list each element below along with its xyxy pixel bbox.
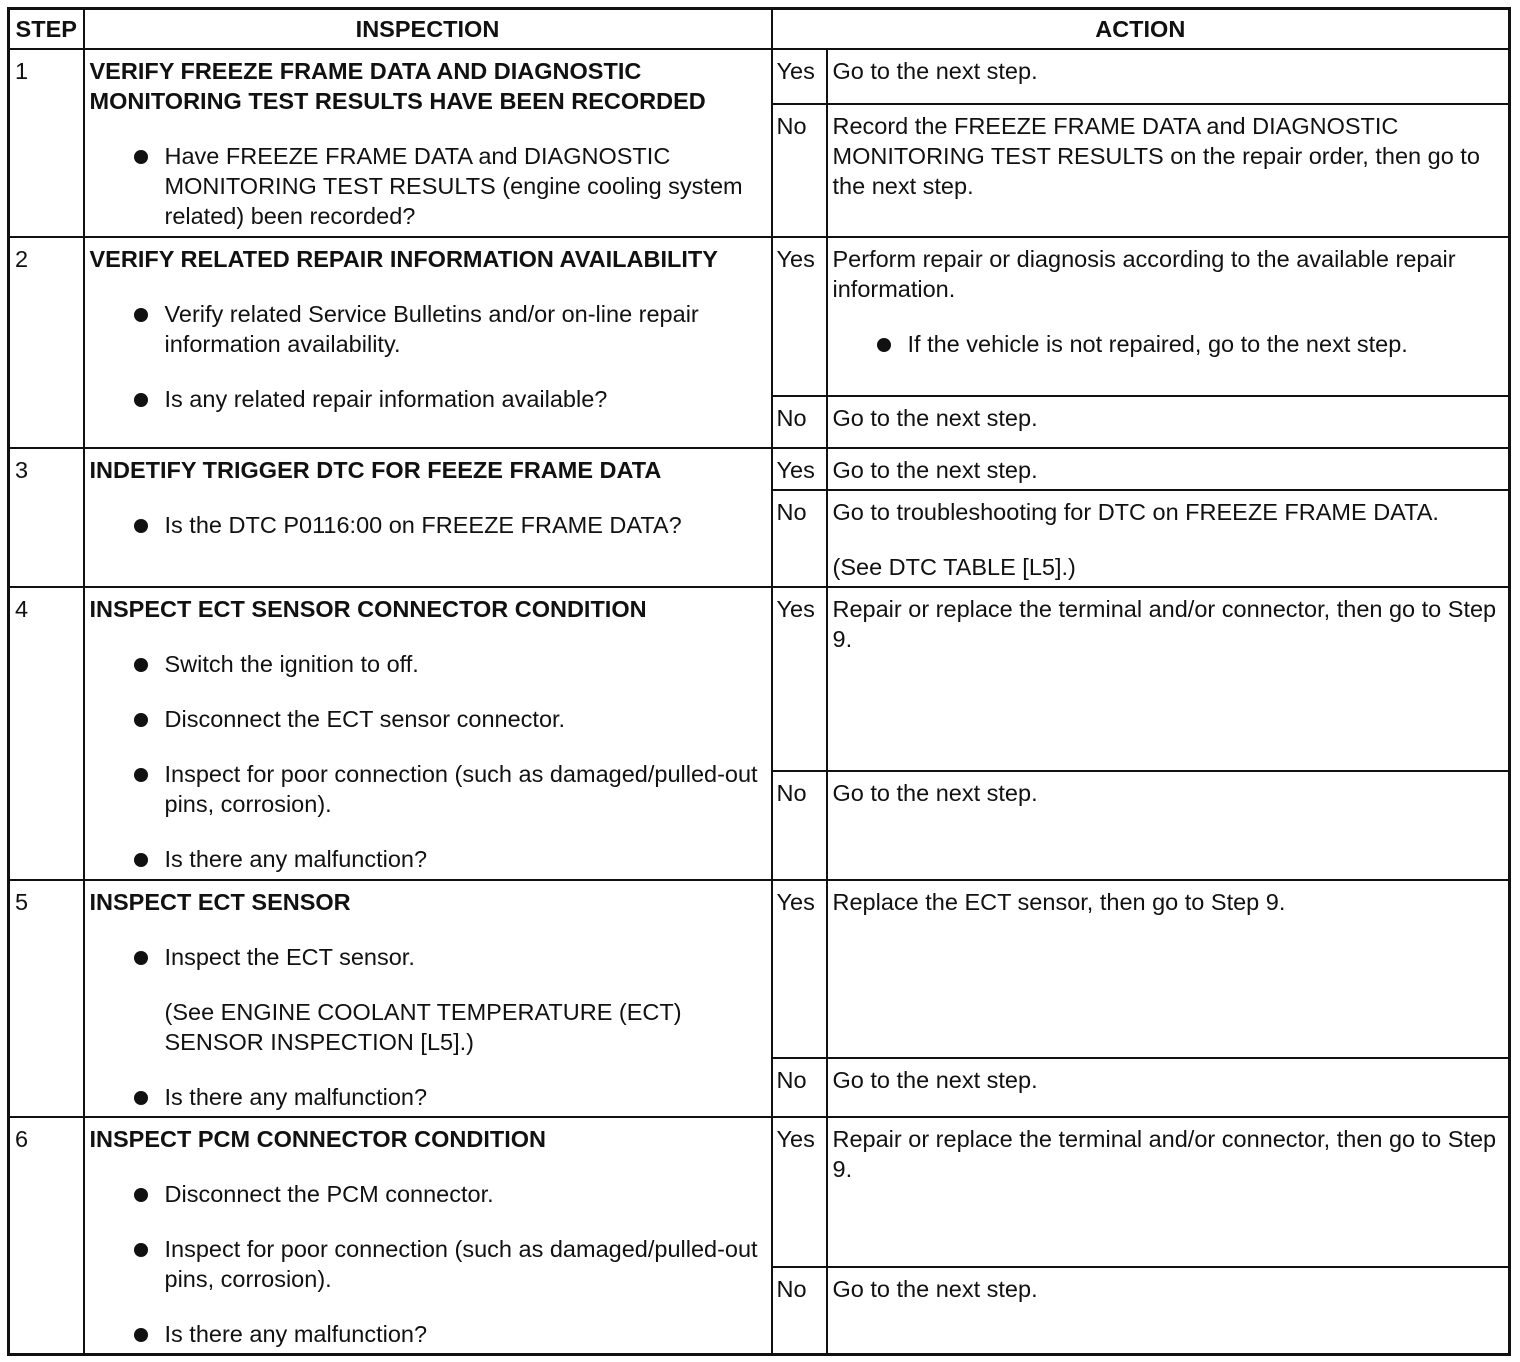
no-label: No [772,490,827,587]
table-row [9,448,1510,490]
inspection-bullet: Disconnect the PCM connector. [90,1179,766,1209]
inspection-bullet: Is there any malfunction? [90,844,766,874]
no-label: No [772,396,827,448]
diagnostic-procedure-sheet [7,7,1508,1356]
inspection-title: INSPECT ECT SENSOR [89,888,351,915]
inspection-cell [84,448,772,587]
table-row [9,237,1510,396]
no-action-cell [827,490,1510,587]
no-action: Go to the next step. [827,771,1510,879]
no-label: No [772,1267,827,1354]
inspection-cell [84,587,772,879]
inspection-cell [84,49,772,237]
table-row [9,587,1510,771]
inspection-cell [84,237,772,448]
yes-action: Replace the ECT sensor, then go to Step 9. [827,880,1510,1058]
header-row [9,9,1510,50]
no-action: Record the FREEZE FRAME DATA and DIAGNOSTIC MONITORING TEST RESULTS on the repair order, then go to the next step. [827,104,1510,237]
header-inspection: INSPECTION [84,9,772,50]
inspection-bullet: Verify related Service Bulletins and/or on-line repair information availability. [90,299,766,359]
action-bullet: If the vehicle is not repaired, go to the next step. [833,329,1504,359]
inspection-title: VERIFY RELATED REPAIR INFORMATION AVAILABILITY [89,246,718,273]
table-row [9,49,1510,104]
yes-action: Perform repair or diagnosis according to the available repair information. [832,246,1456,303]
no-label: No [772,771,827,879]
inspection-bullet: Inspect the ECT sensor. [90,942,766,972]
yes-action-cell [827,237,1510,396]
step-number: 6 [9,1117,84,1355]
no-action: Go to troubleshooting for DTC on FREEZE FRAME DATA. [832,499,1439,526]
inspection-title: VERIFY FREEZE FRAME DATA AND DIAGNOSTIC MONITORING TEST RESULTS HAVE BEEN RECORDED [89,58,706,115]
yes-action: Go to the next step. [827,448,1510,490]
step-number: 5 [9,880,84,1117]
yes-action: Repair or replace the terminal and/or connector, then go to Step 9. [827,1117,1510,1267]
inspection-title: INSPECT ECT SENSOR CONNECTOR CONDITION [89,596,647,623]
header-step: STEP [9,9,84,50]
inspection-bullet: Is any related repair information available? [90,384,766,414]
no-label: No [772,104,827,237]
inspection-bullet: Disconnect the ECT sensor connector. [90,704,766,734]
inspection-cell [84,880,772,1117]
no-action: Go to the next step. [827,1267,1510,1354]
inspection-bullet: Switch the ignition to off. [90,649,766,679]
yes-action: Repair or replace the terminal and/or connector, then go to Step 9. [827,587,1510,771]
inspection-bullet: Is there any malfunction? [90,1082,766,1112]
yes-label: Yes [772,49,827,104]
header-action: ACTION [772,9,1510,50]
inspection-bullet: Inspect for poor connection (such as damaged/pulled-out pins, corrosion). [90,1234,766,1294]
no-label: No [772,1058,827,1117]
no-action: Go to the next step. [827,1058,1510,1117]
inspection-bullet: Inspect for poor connection (such as damaged/pulled-out pins, corrosion). [90,759,766,819]
inspection-title: INDETIFY TRIGGER DTC FOR FEEZE FRAME DATA [89,457,662,484]
diagnostic-table [7,7,1511,1356]
inspection-bullet: Is the DTC P0116:00 on FREEZE FRAME DATA? [90,510,766,540]
reference-note: (See ENGINE COOLANT TEMPERATURE (ECT) SENSOR INSPECTION [L5].) [164,998,682,1055]
inspection-bullet: Have FREEZE FRAME DATA and DIAGNOSTIC MONITORING TEST RESULTS (engine cooling system related) been recorded? [90,141,766,231]
table-row [9,880,1510,1058]
reference-note: (See DTC TABLE [L5].) [832,554,1076,581]
no-action: Go to the next step. [827,396,1510,448]
step-number: 4 [9,587,84,879]
inspection-cell [84,1117,772,1355]
step-number: 1 [9,49,84,237]
yes-label: Yes [772,237,827,396]
inspection-bullet: Is there any malfunction? [90,1319,766,1349]
inspection-title: INSPECT PCM CONNECTOR CONDITION [89,1125,547,1152]
yes-action: Go to the next step. [827,49,1510,104]
step-number: 2 [9,237,84,448]
yes-label: Yes [772,1117,827,1267]
yes-label: Yes [772,448,827,490]
table-row [9,1117,1510,1267]
yes-label: Yes [772,880,827,1058]
yes-label: Yes [772,587,827,771]
step-number: 3 [9,448,84,587]
